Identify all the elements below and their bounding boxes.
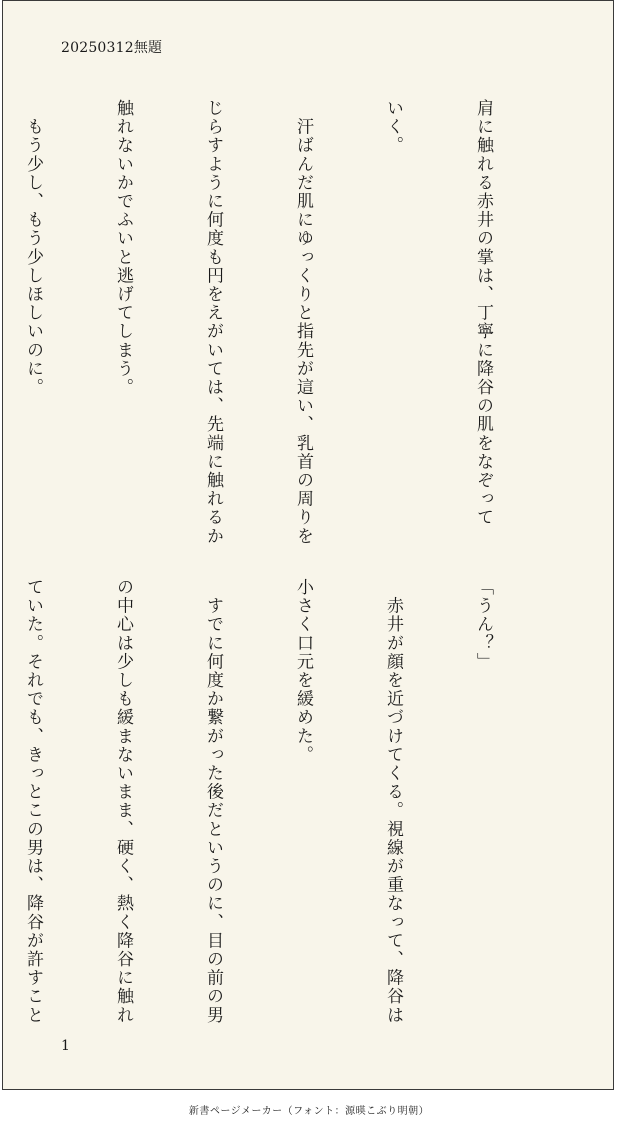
text-line: 「うん？」 — [473, 578, 493, 671]
text-line: すでに何度か繋がった後だというのに、目の前の男 — [203, 578, 223, 1025]
text-line: 小さく口元を緩めた。 — [293, 578, 313, 764]
text-line: の中心は少しも緩まないまま、硬く、熱く降谷に触れ — [113, 578, 133, 1025]
text-line: 肩に触れる赤井の掌は、丁寧に降谷の肌をなぞって — [473, 99, 493, 527]
page-number: 1 — [61, 1038, 70, 1054]
book-page — [2, 0, 614, 1090]
text-line: いく。 — [383, 99, 403, 155]
text-line: 汗ばんだ肌にゆっくりと指先が這い、乳首の周りを — [293, 99, 313, 546]
text-line: 赤井が顔を近づけてくる。視線が重なって、降谷は — [383, 578, 403, 1025]
text-line: ていた。それでも、きっとこの男は、降谷が許すこと — [23, 578, 43, 1025]
text-line: もう少し、もう少しほしいのに。 — [23, 99, 43, 397]
text-line: じらすように何度も円をえがいては、先端に触れるか — [203, 99, 223, 546]
footer-credit: 新書ページメーカー（フォント：源暎こぶり明朝） — [188, 1106, 430, 1117]
text-block-bottom — [23, 578, 558, 1025]
page-title: 20250312無題 — [61, 40, 163, 56]
text-block-top — [23, 99, 558, 546]
text-line: 触れないかでふいと逃げてしまう。 — [113, 99, 133, 397]
